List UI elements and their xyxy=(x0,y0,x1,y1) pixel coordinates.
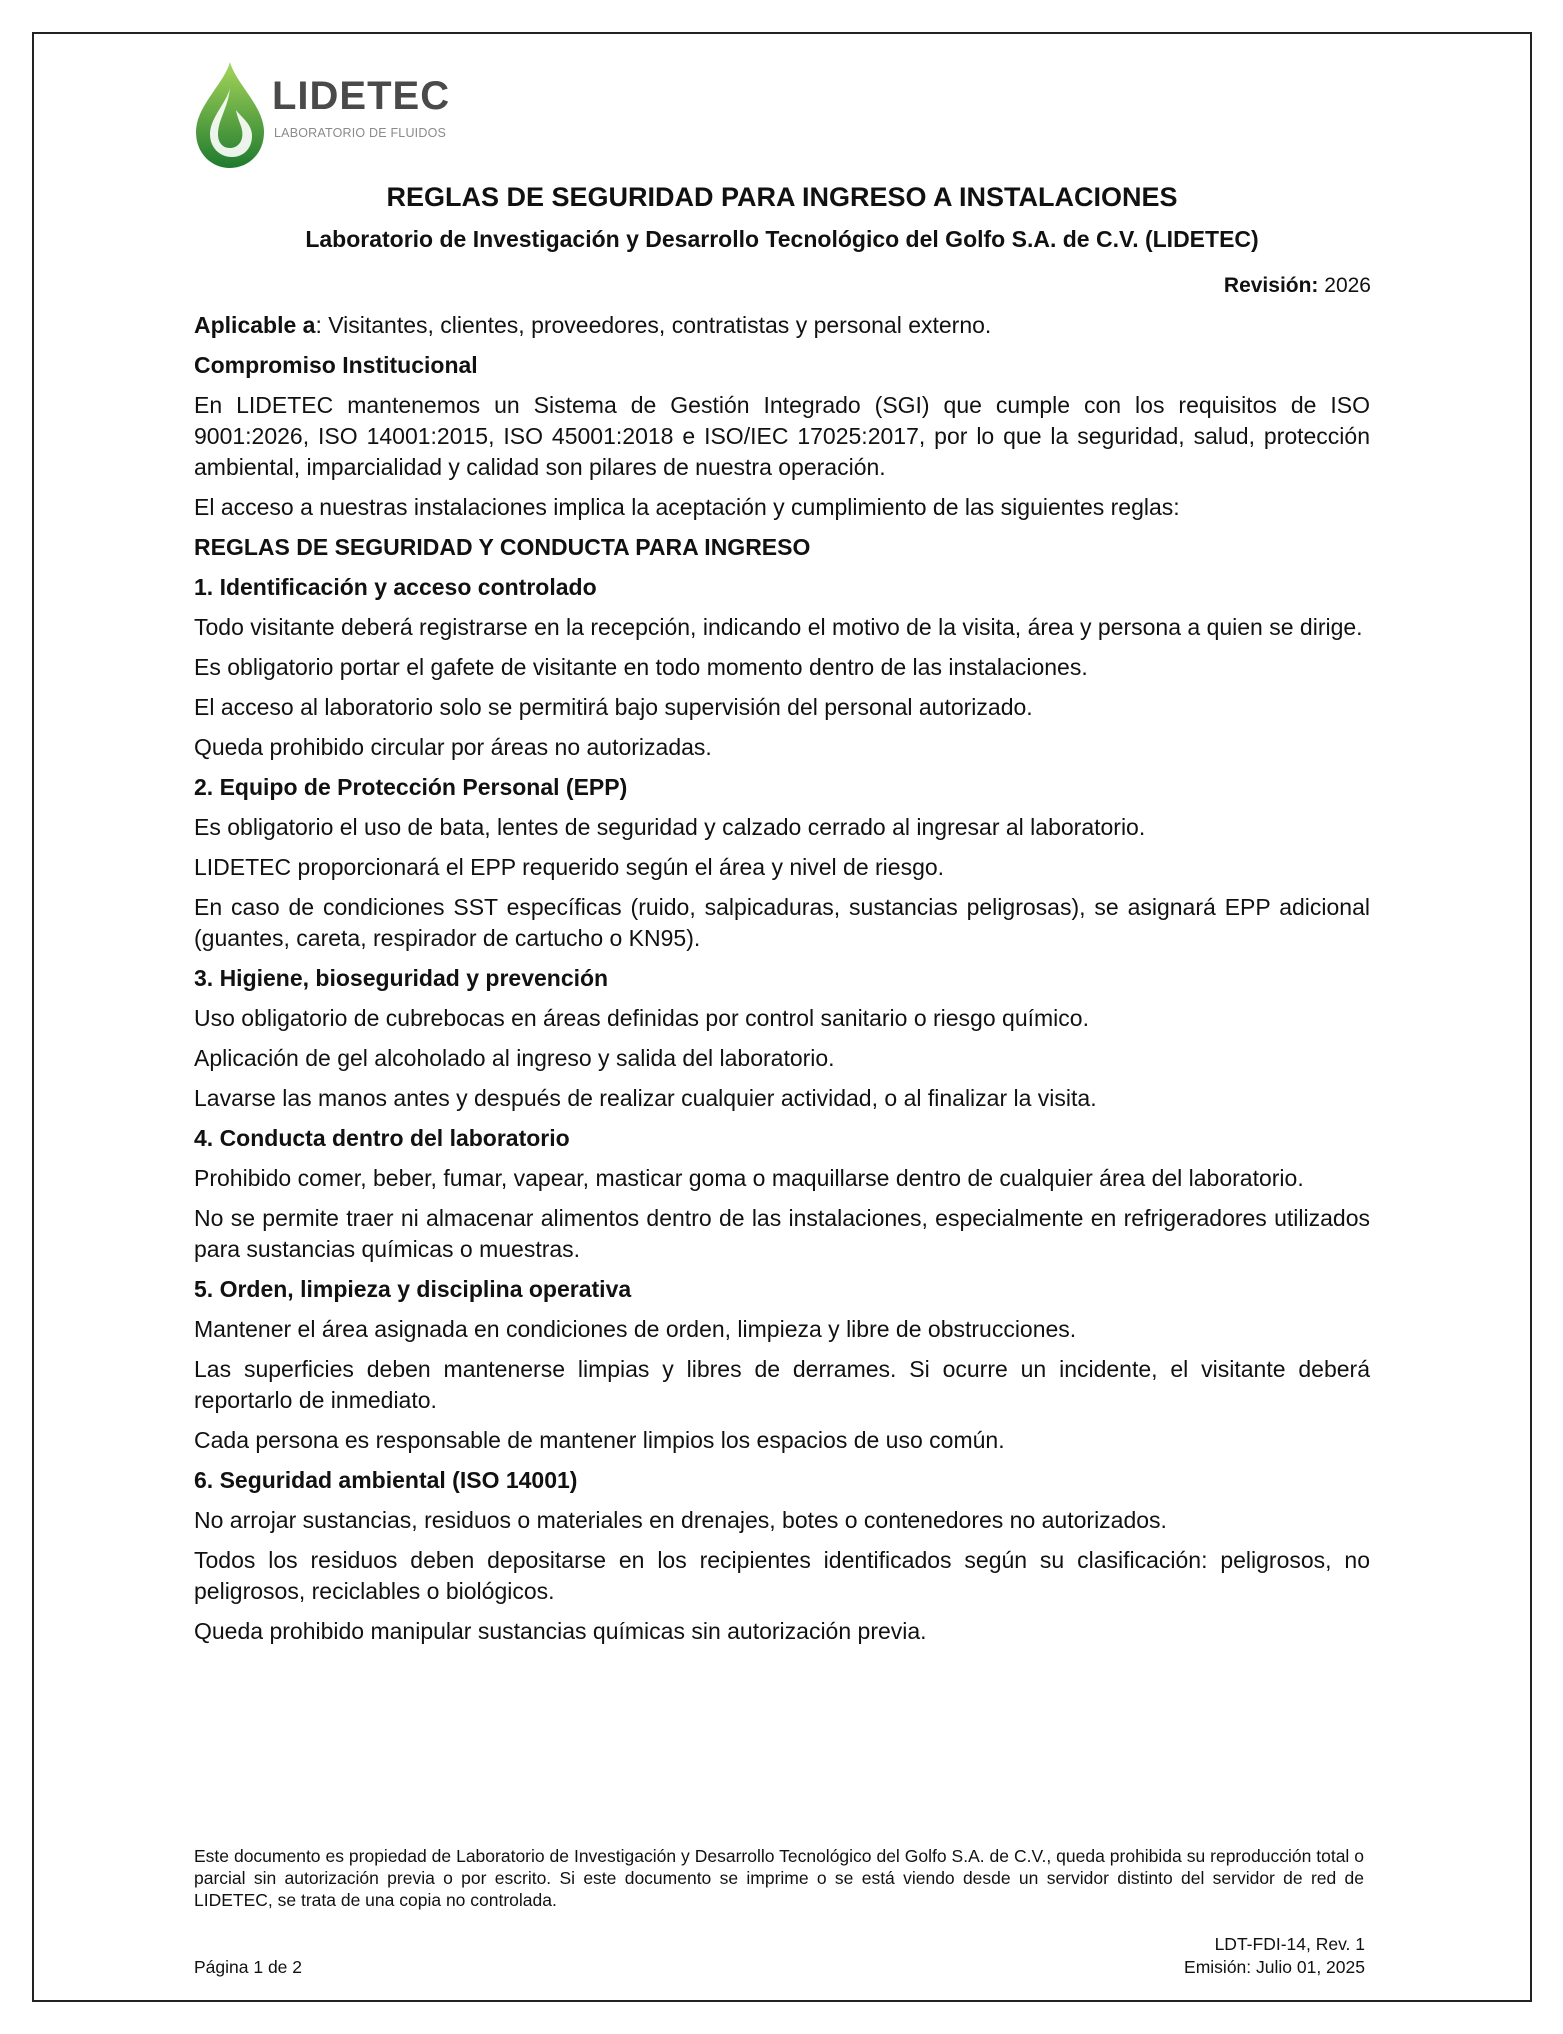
rule-item: LIDETEC proporcionará el EPP requerido según el área y nivel de riesgo. xyxy=(194,854,945,880)
document-subtitle: Laboratorio de Investigación y Desarrollo Tecnológico del Golfo S.A. de C.V. (LIDETEC) xyxy=(305,226,1259,252)
rule-item: Queda prohibido circular por áreas no autorizadas. xyxy=(194,734,712,760)
section-heading: 3. Higiene, bioseguridad y prevención xyxy=(194,965,609,991)
water-drop-logo-icon xyxy=(194,62,266,170)
document-code xyxy=(1184,1933,1365,1979)
rule-item: En caso de condiciones SST específicas (ruido, salpicaduras, sustancias peligrosas), se asignará EPP adicional (guantes, careta, respirador de cartucho o KN95). xyxy=(194,894,1370,951)
section-heading: 4. Conducta dentro del laboratorio xyxy=(194,1125,570,1151)
document-body xyxy=(194,310,1370,1656)
rule-item: Mantener el área asignada en condiciones de orden, limpieza y libre de obstrucciones. xyxy=(194,1316,1077,1342)
footer-disclaimer: Este documento es propiedad de Laboratorio de Investigación y Desarrollo Tecnológico del Golfo S.A. de C.V., queda prohibida su reproducción total o parcial sin autorización previa o por escrito. Si este documento se imprime o se está viendo desde un servidor distinto del servidor de red de LIDETEC, se trata de una copia no controlada. xyxy=(194,1846,1364,1910)
acceptance-paragraph: El acceso a nuestras instalaciones implica la aceptación y cumplimiento de las siguientes reglas: xyxy=(194,494,1180,520)
rule-item: Todos los residuos deben depositarse en los recipientes identificados según su clasificación: peligrosos, no peligrosos, reciclables o biológicos. xyxy=(194,1547,1370,1604)
emission-date: Emisión: Julio 01, 2025 xyxy=(1184,1957,1365,1977)
rule-item: Lavarse las manos antes y después de realizar cualquier actividad, o al finalizar la visita. xyxy=(194,1085,1097,1111)
rule-item: Es obligatorio portar el gafete de visitante en todo momento dentro de las instalaciones. xyxy=(194,654,1088,680)
rule-item: Uso obligatorio de cubrebocas en áreas definidas por control sanitario o riesgo químico. xyxy=(194,1005,1089,1031)
document-title: REGLAS DE SEGURIDAD PARA INGRESO A INSTALACIONES xyxy=(386,182,1178,212)
commitment-paragraph: En LIDETEC mantenemos un Sistema de Gestión Integrado (SGI) que cumple con los requisitos de ISO 9001:2026, ISO 14001:2015, ISO 45001:2018 e ISO/IEC 17025:2017, por lo que la seguridad, salud, protección ambiental, imparcialidad y calidad son pilares de nuestra operación. xyxy=(194,392,1370,480)
company-logo xyxy=(194,62,474,170)
logo-name: LIDETEC xyxy=(272,74,451,118)
section-heading: 5. Orden, limpieza y disciplina operativa xyxy=(194,1276,632,1302)
rule-item: Todo visitante deberá registrarse en la recepción, indicando el motivo de la visita, área y persona a quien se dirige. xyxy=(194,614,1363,640)
rule-item: Queda prohibido manipular sustancias químicas sin autorización previa. xyxy=(194,1618,927,1644)
commitment-heading: Compromiso Institucional xyxy=(194,352,478,378)
logo-subtitle: LABORATORIO DE FLUIDOS xyxy=(274,126,447,140)
rule-item: No arrojar sustancias, residuos o materiales en drenajes, botes o contenedores no autorizados. xyxy=(194,1507,1167,1533)
rule-item: Aplicación de gel alcoholado al ingreso y salida del laboratorio. xyxy=(194,1045,835,1071)
rule-item: Prohibido comer, beber, fumar, vapear, masticar goma o maquillarse dentro de cualquier área del laboratorio. xyxy=(194,1165,1304,1191)
revision xyxy=(1224,274,1371,298)
page-number: Página 1 de 2 xyxy=(194,1957,303,1977)
rule-item: El acceso al laboratorio solo se permitirá bajo supervisión del personal autorizado. xyxy=(194,694,1033,720)
revision-value: 2026 xyxy=(1318,274,1371,297)
document-revision-code: LDT-FDI-14, Rev. 1 xyxy=(1214,1934,1365,1954)
rule-item: Las superficies deben mantenerse limpias y libres de derrames. Si ocurre un incidente, el visitante deberá reportarlo de inmediato. xyxy=(194,1356,1370,1413)
section-heading: 6. Seguridad ambiental (ISO 14001) xyxy=(194,1467,578,1493)
section-heading: 2. Equipo de Protección Personal (EPP) xyxy=(194,774,628,800)
applies-label: Aplicable a xyxy=(194,312,316,338)
applies-to xyxy=(194,310,1370,341)
rule-item: No se permite traer ni almacenar alimentos dentro de las instalaciones, especialmente en refrigeradores utilizados para sustancias químicas o muestras. xyxy=(194,1205,1370,1262)
section-heading: 1. Identificación y acceso controlado xyxy=(194,574,597,600)
applies-text: : Visitantes, clientes, proveedores, contratistas y personal externo. xyxy=(315,312,992,338)
rule-item: Es obligatorio el uso de bata, lentes de seguridad y calzado cerrado al ingresar al laboratorio. xyxy=(194,814,1146,840)
rule-item: Cada persona es responsable de mantener limpios los espacios de uso común. xyxy=(194,1427,1005,1453)
revision-label: Revisión: xyxy=(1223,274,1319,297)
rules-heading: REGLAS DE SEGURIDAD Y CONDUCTA PARA INGRESO xyxy=(194,534,811,560)
